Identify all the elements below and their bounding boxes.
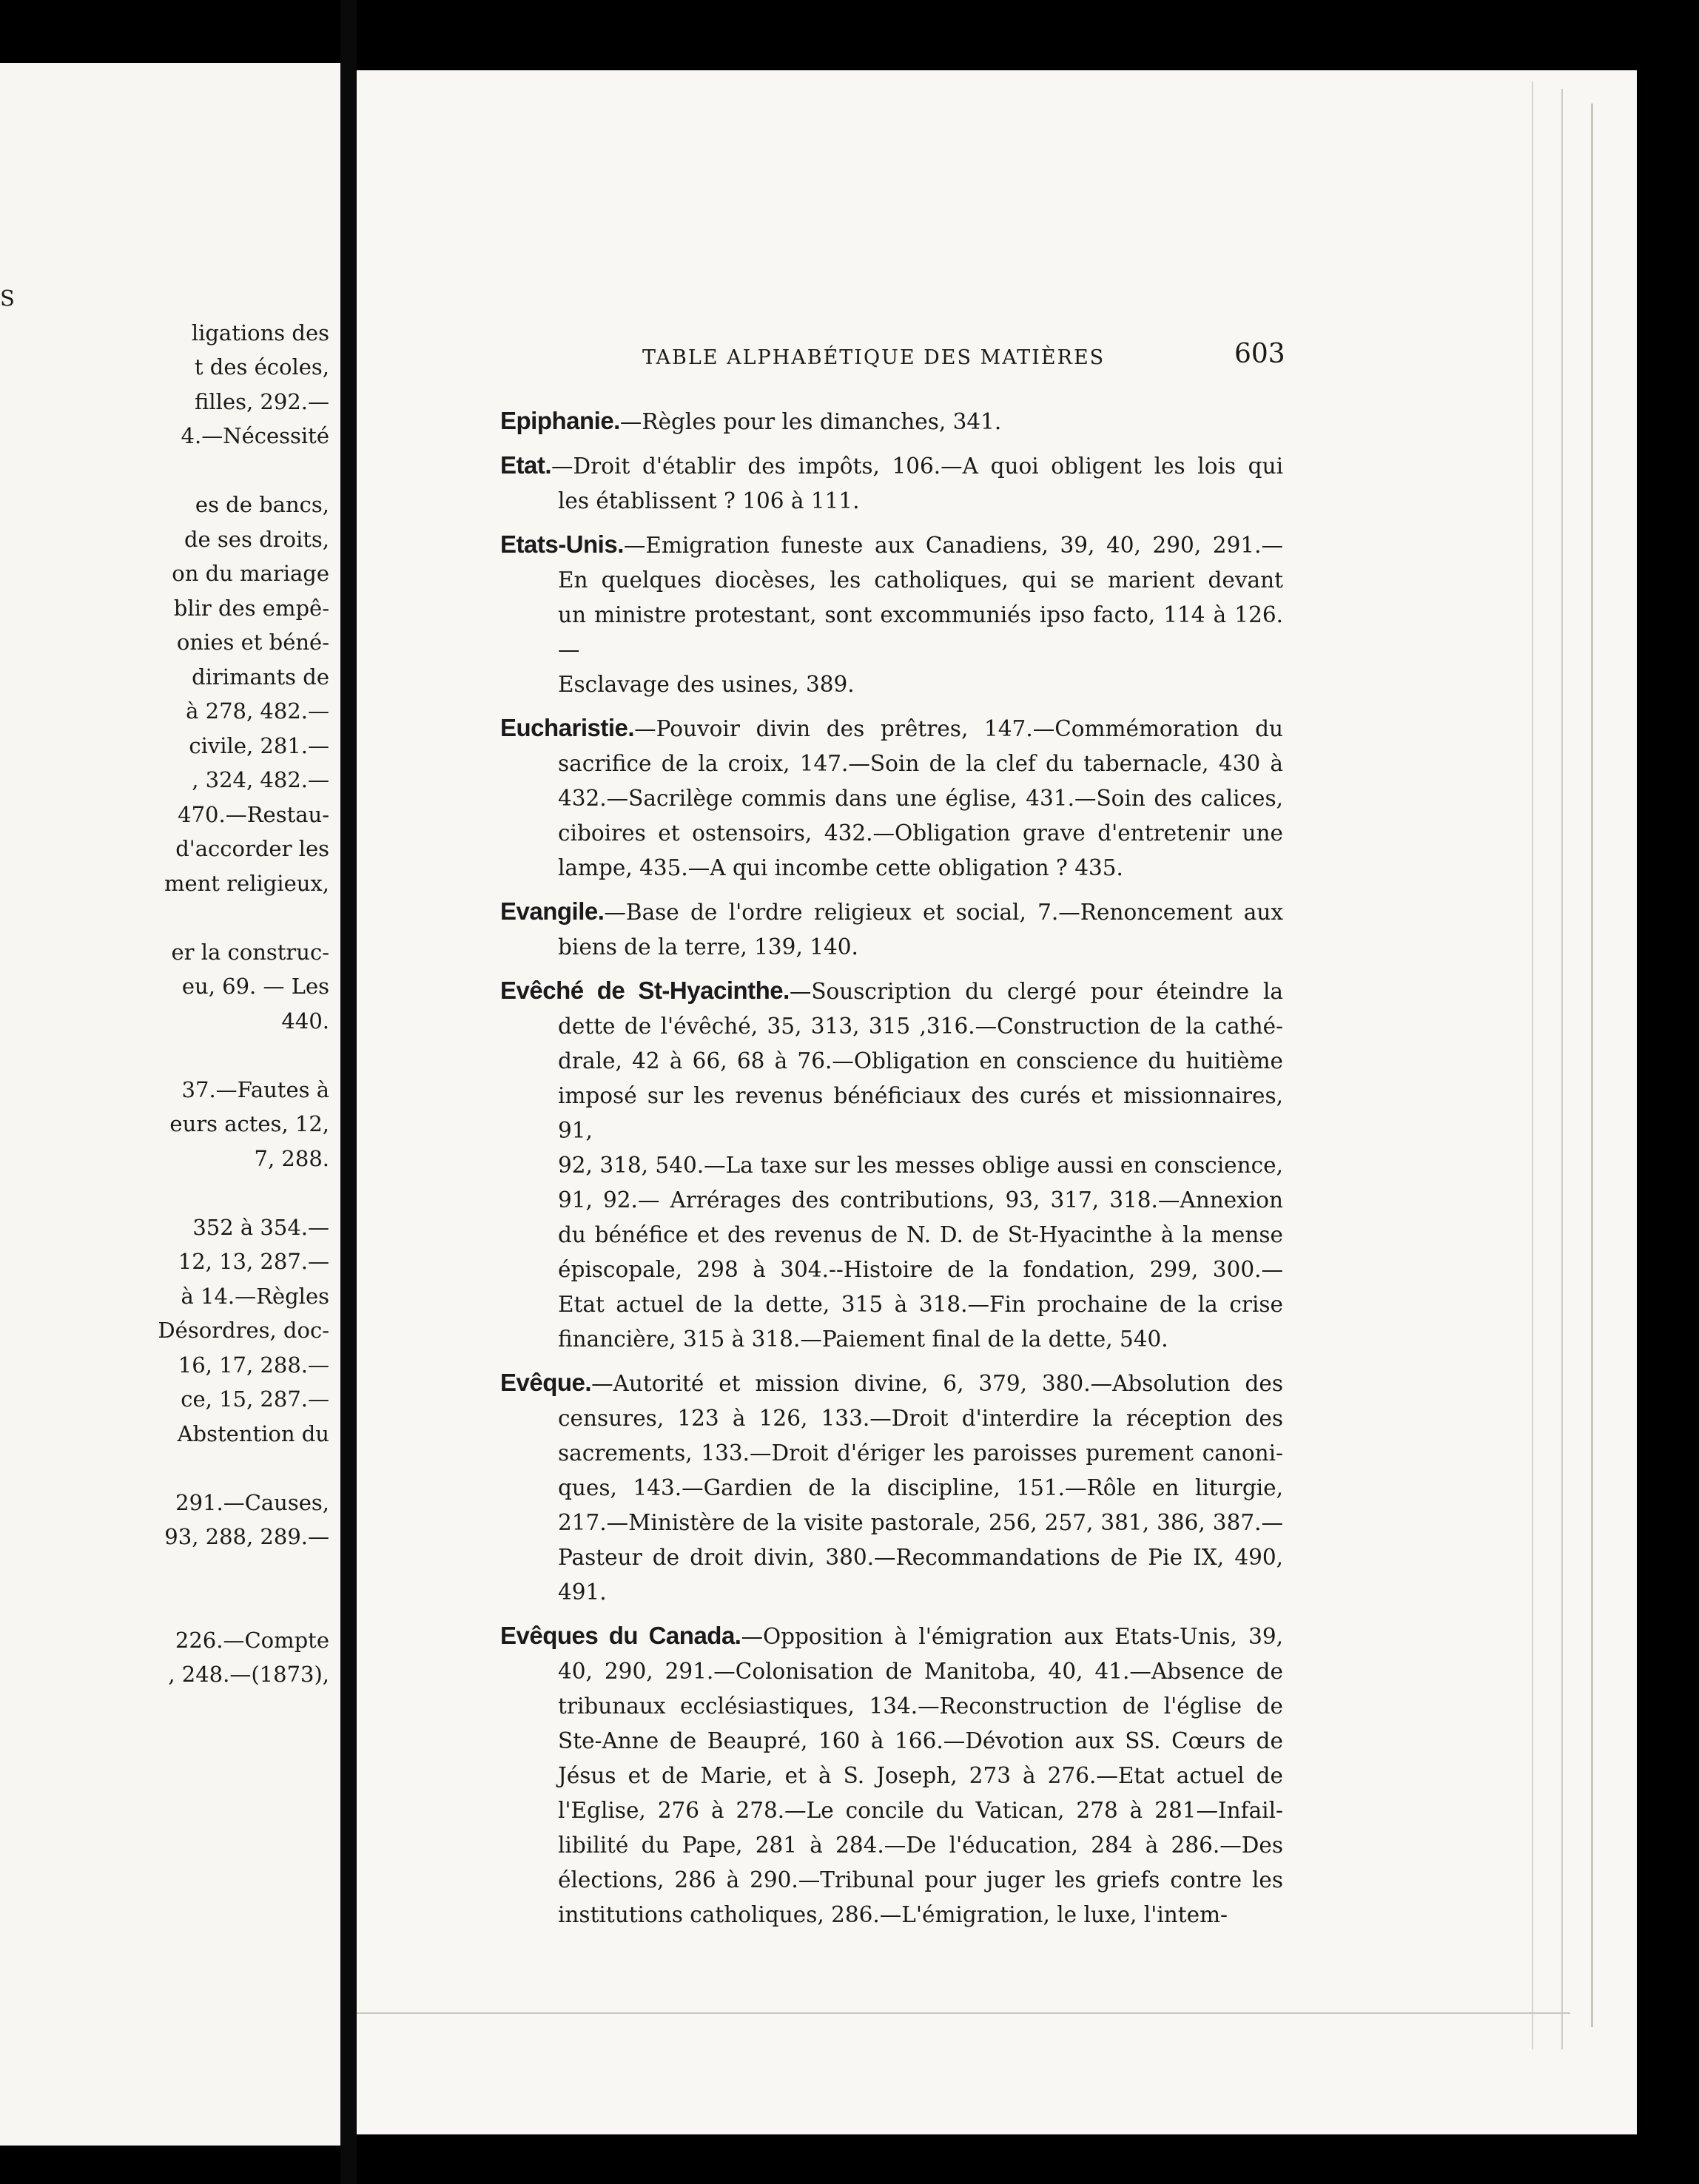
entry-headword: Evêché de St-Hyacinthe.	[500, 977, 790, 1004]
entry-continuation-line	[500, 1079, 1283, 1148]
previous-page-line: eu, 69. — Les	[181, 974, 329, 999]
index-entry	[500, 710, 1283, 886]
entry-continuation-line	[500, 1689, 1283, 1724]
entry-text: Pasteur de droit divin, 380.—Recommandations de Pie IX, 490,	[558, 1545, 1283, 1570]
previous-page-line: d'accorder les	[175, 836, 329, 861]
entry-text: institutions catholiques, 286.—L'émigration, le luxe, l'intem-	[558, 1902, 1228, 1927]
entry-text: les établissent ? 106 à 111.	[558, 488, 860, 513]
index-entries	[500, 403, 1283, 1941]
previous-page-line: filles, 292.—	[195, 388, 329, 414]
previous-page-line: 470.—Restau-	[178, 801, 329, 827]
entry-text: 40, 290, 291.—Colonisation de Manitoba, 40, 41.—Absence de	[558, 1659, 1283, 1684]
previous-page-line: 12, 13, 287.—	[178, 1249, 329, 1274]
entry-text: ques, 143.—Gardien de la discipline, 151.—Rôle en liturgie,	[558, 1475, 1283, 1500]
previous-page-line: blir des empê-	[173, 595, 329, 621]
entry-text: —Droit d'établir des impôts, 106.—A quoi obligent les lois qui	[551, 454, 1283, 479]
previous-page-line: 16, 17, 288.—	[178, 1352, 329, 1378]
page-edge	[1532, 81, 1533, 2049]
entry-text: —Opposition à l'émigration aux Etats-Unis, 39,	[741, 1624, 1284, 1649]
entry-continuation-line	[500, 1287, 1283, 1322]
previous-page-line: S	[0, 286, 15, 311]
previous-page-line: , 248.—(1873),	[168, 1662, 329, 1687]
entry-continuation-line	[500, 1724, 1283, 1759]
previous-page-line: eurs actes, 12,	[169, 1111, 329, 1136]
entry-text: financière, 315 à 318.—Paiement final de la dette, 540.	[558, 1327, 1168, 1352]
page-edge	[1561, 89, 1563, 2049]
entry-continuation-line	[500, 1793, 1283, 1828]
previous-page-fragment	[0, 63, 342, 2146]
entry-continuation-line	[500, 1828, 1283, 1863]
entry-text: censures, 123 à 126, 133.—Droit d'interdire la réception des	[558, 1406, 1283, 1431]
previous-page-line: ligations des	[191, 320, 329, 346]
entry-text: 91, 92.— Arrérages des contributions, 93, 317, 318.—Annexion	[558, 1187, 1283, 1213]
entry-continuation-line	[500, 1009, 1283, 1044]
previous-page-line: de ses droits,	[184, 526, 329, 552]
index-entry	[500, 403, 1283, 439]
entry-continuation-line	[500, 930, 1283, 965]
entry-headword: Etats-Unis.	[500, 530, 624, 558]
entry-continuation-line	[500, 1654, 1283, 1689]
index-entry	[500, 1365, 1283, 1610]
page-edge	[357, 2012, 1570, 2014]
entry-continuation-line	[500, 746, 1283, 781]
entry-first-line	[500, 448, 1283, 484]
previous-page-line: t des écoles,	[194, 354, 329, 380]
entry-headword: Eucharistie.	[500, 714, 635, 741]
entry-text: —Règles pour les dimanches, 341.	[619, 409, 1002, 434]
entry-text: imposé sur les revenus bénéficiaux des curés et missionnaires, 91,	[558, 1083, 1283, 1143]
previous-page-line: à 278, 482.—	[186, 698, 329, 724]
entry-text: Etat actuel de la dette, 315 à 318.—Fin prochaine de la crise	[558, 1292, 1283, 1317]
entry-continuation-line	[500, 1575, 1283, 1610]
entry-text: —Autorité et mission divine, 6, 379, 380.—Absolution des	[591, 1371, 1283, 1396]
index-entry	[500, 973, 1283, 1357]
entry-continuation-line	[500, 1401, 1283, 1436]
entry-continuation-line	[500, 484, 1283, 519]
entry-headword: Evêques du Canada.	[500, 1622, 741, 1649]
index-entry	[500, 1618, 1283, 1932]
entry-text: Esclavage des usines, 389.	[558, 672, 855, 697]
entry-text: 92, 318, 540.—La taxe sur les messes oblige aussi en conscience,	[558, 1153, 1283, 1178]
index-entry	[500, 527, 1283, 702]
page-number: 603	[1234, 339, 1285, 369]
entry-continuation-line	[500, 1044, 1283, 1079]
previous-page-line: , 324, 482.—	[192, 767, 329, 792]
entry-text: sacrifice de la croix, 147.—Soin de la clef du tabernacle, 430 à	[558, 751, 1283, 776]
entry-text: sacrements, 133.—Droit d'ériger les paroisses purement canoni-	[558, 1440, 1283, 1466]
entry-text: élections, 286 à 290.—Tribunal pour juger les griefs contre les	[558, 1867, 1283, 1893]
entry-first-line	[500, 527, 1283, 563]
entry-text: 432.—Sacrilège commis dans une église, 431.—Soin des calices,	[558, 786, 1283, 811]
entry-text: ciboires et ostensoirs, 432.—Obligation grave d'entretenir une	[558, 820, 1283, 846]
previous-page-line: ce, 15, 287.—	[181, 1386, 329, 1412]
previous-page-line: Abstention du	[177, 1420, 329, 1446]
entry-headword: Etat.	[500, 451, 552, 479]
entry-text: 217.—Ministère de la visite pastorale, 256, 257, 381, 386, 387.—	[558, 1510, 1283, 1535]
entry-continuation-line	[500, 667, 1283, 702]
previous-page-line: 7, 288.	[254, 1145, 329, 1171]
entry-text: En quelques diocèses, les catholiques, qui se marient devant	[558, 567, 1283, 593]
previous-page-line: dirimants de	[192, 664, 329, 690]
book-gutter	[340, 0, 357, 2184]
entry-headword: Epiphanie.	[500, 407, 620, 434]
entry-continuation-line	[500, 851, 1283, 886]
entry-continuation-line	[500, 563, 1283, 598]
entry-text: drale, 42 à 66, 68 à 76.—Obligation en conscience du huitième	[558, 1048, 1283, 1074]
entry-text: tribunaux ecclésiastiques, 134.—Reconstruction de l'église de	[558, 1693, 1283, 1719]
entry-continuation-line	[500, 1471, 1283, 1506]
previous-page-line: 440.	[281, 1008, 329, 1034]
previous-page-line: 291.—Causes,	[175, 1489, 329, 1515]
entry-headword: Evêque.	[500, 1369, 592, 1396]
entry-text: l'Eglise, 276 à 278.—Le concile du Vatican, 278 à 281—Infail-	[558, 1798, 1283, 1823]
entry-text: —Base de l'ordre religieux et social, 7.—Renoncement aux	[604, 900, 1283, 925]
entry-text: —Souscription du clergé pour éteindre la	[789, 979, 1283, 1004]
entry-continuation-line	[500, 1322, 1283, 1357]
entry-first-line	[500, 403, 1283, 439]
entry-first-line	[500, 973, 1283, 1009]
previous-page-line: Désordres, doc-	[158, 1318, 329, 1343]
running-head: TABLE ALPHABÉTIQUE DES MATIÈRES	[642, 346, 1106, 369]
entry-text: —Pouvoir divin des prêtres, 147.—Commémoration du	[634, 716, 1283, 741]
previous-page-line: er la construc-	[171, 939, 329, 965]
previous-page-line: 93, 288, 289.—	[164, 1524, 329, 1549]
previous-page-line: à 14.—Règles	[181, 1283, 329, 1309]
previous-page-line: 4.—Nécessité	[181, 423, 329, 448]
entry-continuation-line	[500, 1218, 1283, 1253]
entry-continuation-line	[500, 1148, 1283, 1183]
entry-text: Jésus et de Marie, et à S. Joseph, 273 à 276.—Etat actuel de	[558, 1763, 1283, 1788]
entry-text: Ste-Anne de Beaupré, 160 à 166.—Dévotion aux SS. Cœurs de	[558, 1728, 1283, 1753]
entry-continuation-line	[500, 1863, 1283, 1898]
entry-text: un ministre protestant, sont excommuniés ipso facto, 114 à 126.—	[558, 602, 1283, 662]
entry-continuation-line	[500, 1540, 1283, 1575]
entry-continuation-line	[500, 1253, 1283, 1287]
entry-continuation-line	[500, 781, 1283, 816]
previous-page-line: es de bancs,	[195, 492, 329, 517]
previous-page-line: 37.—Fautes à	[181, 1076, 329, 1102]
entry-continuation-line	[500, 1183, 1283, 1218]
entry-first-line	[500, 894, 1283, 930]
entry-first-line	[500, 1618, 1283, 1654]
entry-text: dette de l'évêché, 35, 313, 315 ,316.—Construction de la cathé-	[558, 1014, 1283, 1039]
index-entry	[500, 894, 1283, 965]
previous-page-line: 226.—Compte	[175, 1627, 329, 1653]
previous-page-line: ment religieux,	[164, 870, 329, 896]
entry-continuation-line	[500, 598, 1283, 667]
previous-page-line: civile, 281.—	[189, 732, 329, 758]
entry-continuation-line	[500, 1506, 1283, 1540]
entry-text: 491.	[558, 1580, 607, 1605]
entry-first-line	[500, 710, 1283, 746]
entry-text: libilité du Pape, 281 à 284.—De l'éducation, 284 à 286.—Des	[558, 1833, 1283, 1858]
entry-text: épiscopale, 298 à 304.--Histoire de la fondation, 299, 300.—	[558, 1257, 1283, 1282]
previous-page-line: 352 à 354.—	[192, 1214, 329, 1240]
previous-page-line: on du mariage	[172, 561, 329, 586]
entry-first-line	[500, 1365, 1283, 1401]
entry-continuation-line	[500, 1759, 1283, 1793]
entry-continuation-line	[500, 1898, 1283, 1932]
index-entry	[500, 448, 1283, 519]
entry-continuation-line	[500, 1436, 1283, 1471]
entry-headword: Evangile.	[500, 897, 605, 925]
entry-text: biens de la terre, 139, 140.	[558, 934, 858, 960]
previous-page-line: onies et béné-	[176, 630, 329, 655]
entry-text: —Emigration funeste aux Canadiens, 39, 40, 290, 291.—	[623, 533, 1283, 558]
entry-text: lampe, 435.—A qui incombe cette obligation ? 435.	[558, 855, 1123, 880]
entry-continuation-line	[500, 816, 1283, 851]
page-edge	[1591, 104, 1593, 2027]
entry-text: du bénéfice et des revenus de N. D. de St-Hyacinthe à la mense	[558, 1222, 1283, 1247]
